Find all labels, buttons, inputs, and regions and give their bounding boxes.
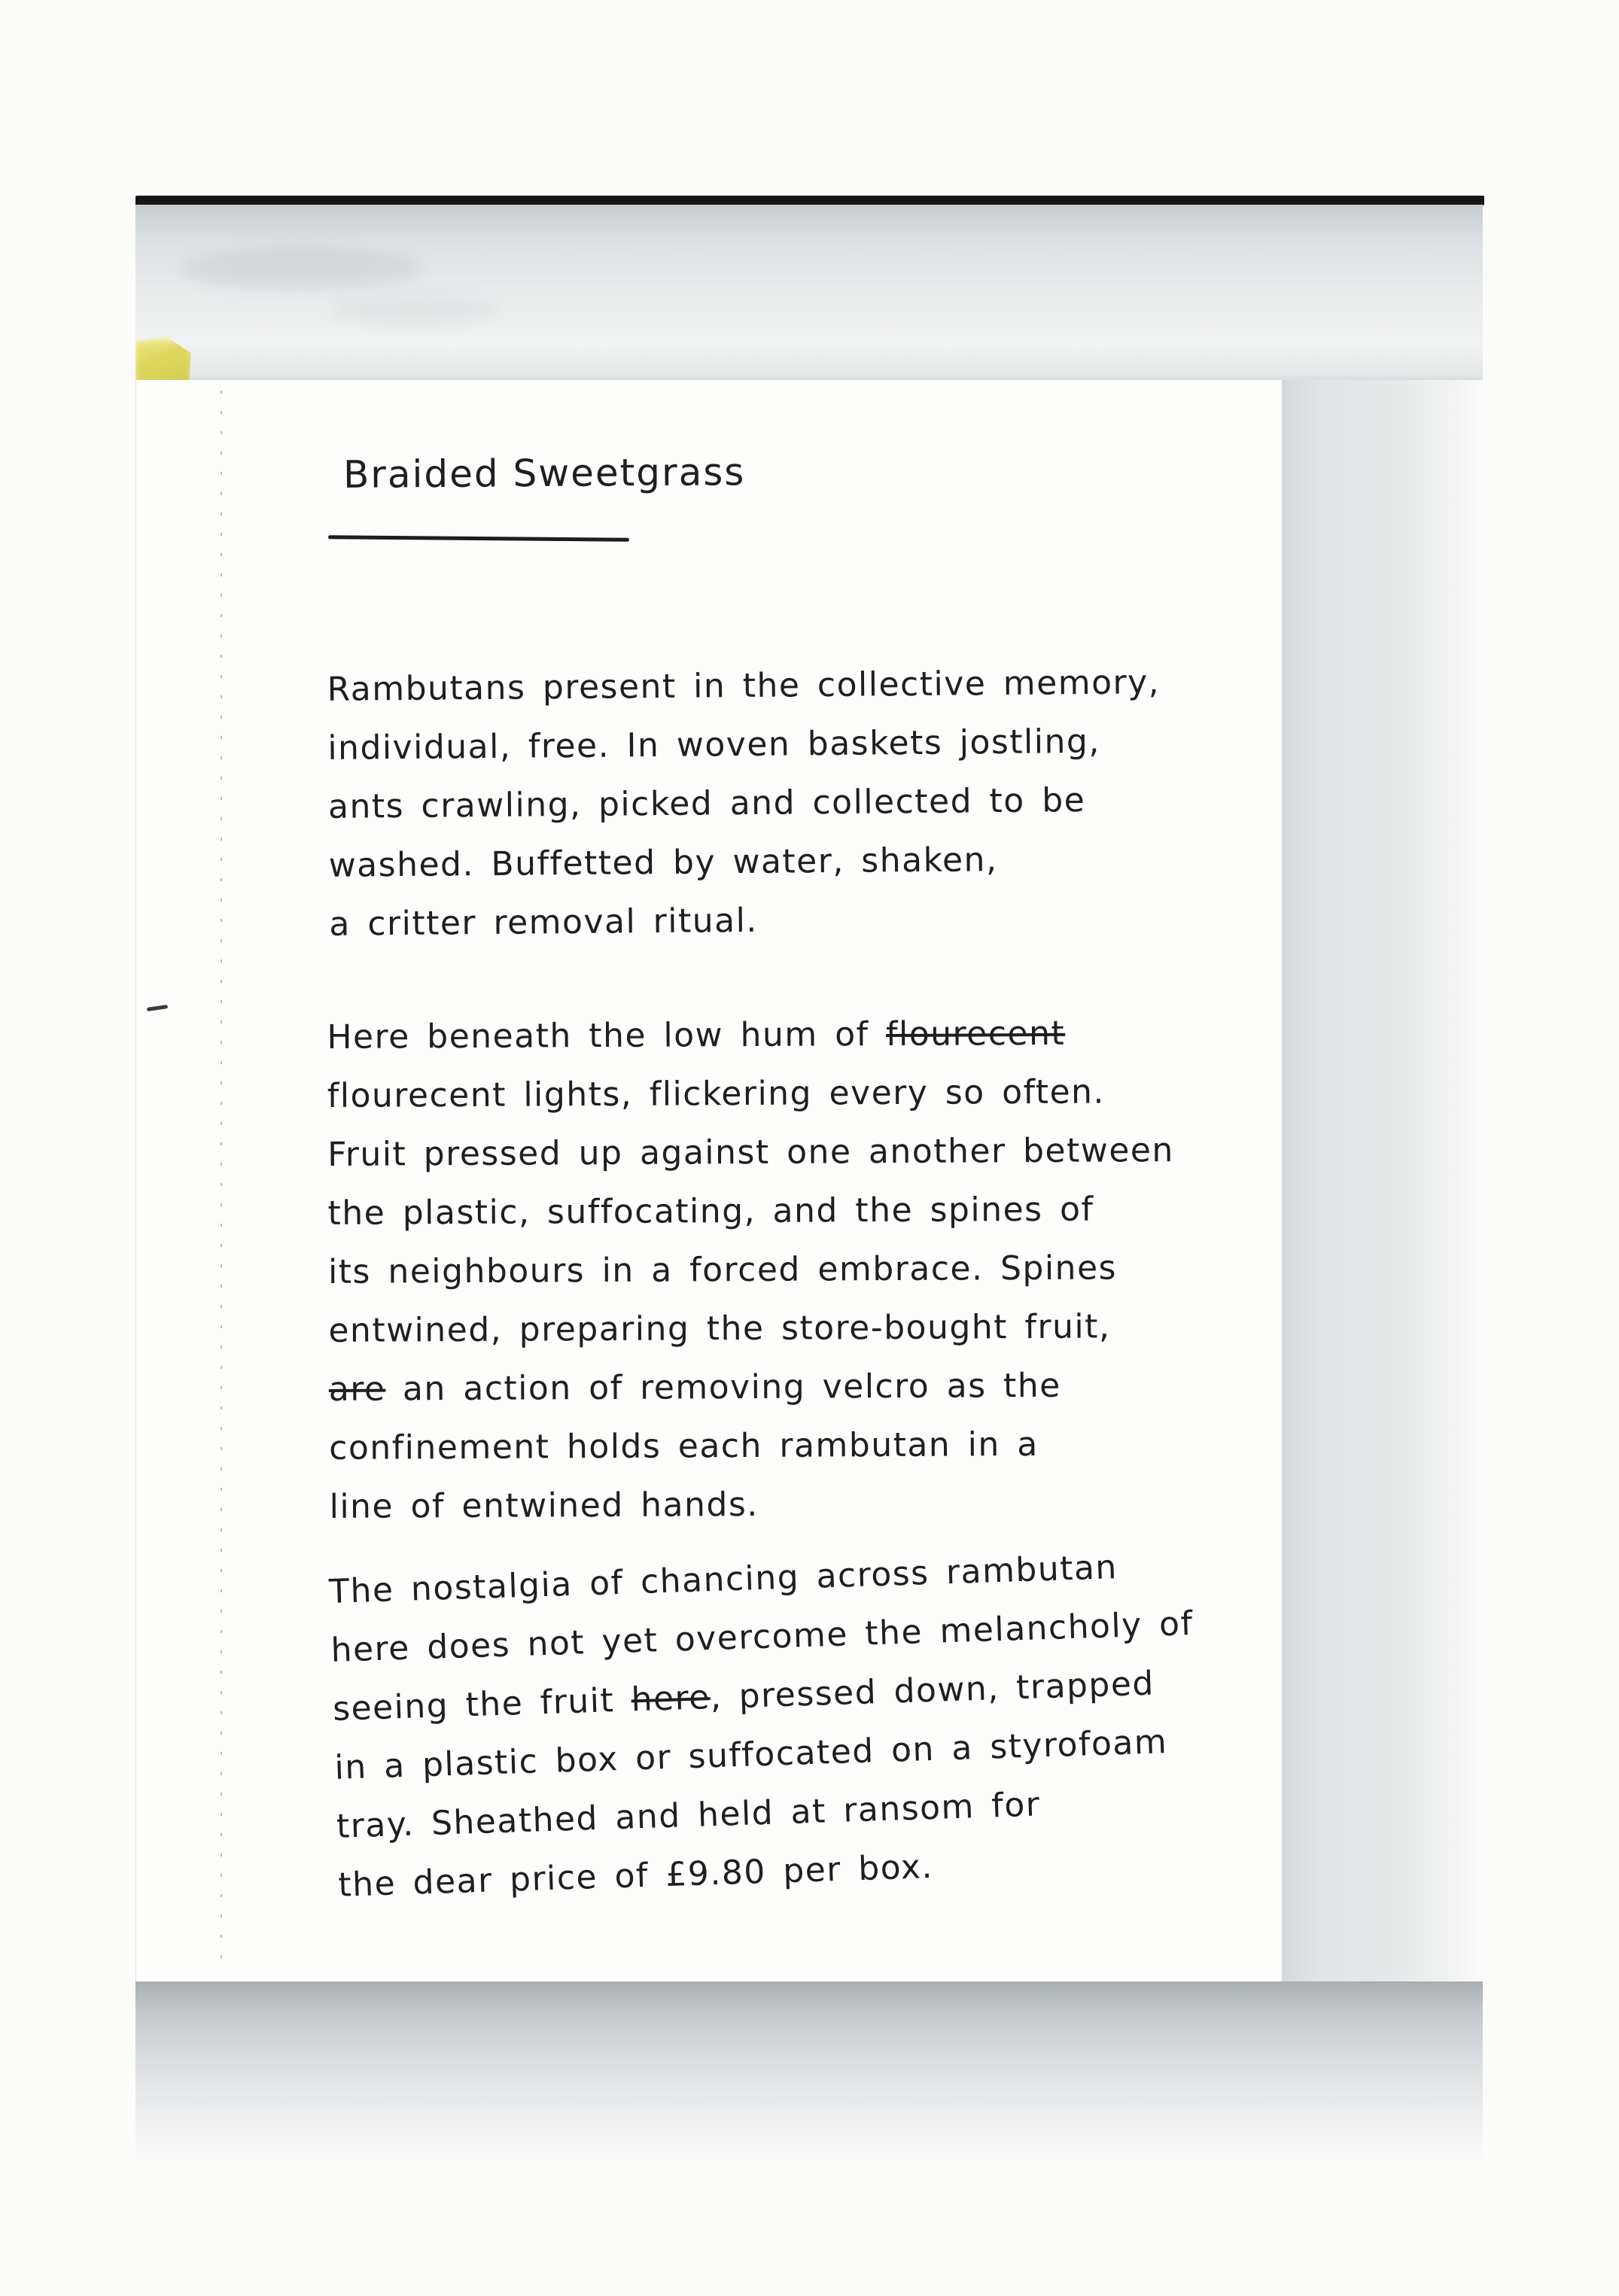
- stitch-line: [221, 391, 222, 1971]
- handwritten-text: here does not yet overcome the melancholy of: [330, 1604, 1194, 1670]
- page-bottom-shadow: [135, 1981, 1483, 2166]
- paragraph-3: [328, 1536, 1202, 1915]
- handwritten-text: tray. Sheathed and held at ransom for: [336, 1785, 1042, 1846]
- handwritten-text: an action of removing velcro as the: [385, 1366, 1061, 1409]
- handwritten-text: The nostalgia of chancing across rambutan: [328, 1548, 1118, 1611]
- handwritten-line: [329, 888, 1162, 954]
- notebook-top-pages-band: [135, 205, 1483, 381]
- scan-smudge: [331, 295, 497, 325]
- handwritten-text: , pressed down, trapped: [709, 1664, 1155, 1717]
- scan-smudge: [181, 246, 421, 291]
- page-title: Braided Sweetgrass: [342, 450, 746, 497]
- handwritten-text: Fruit pressed up against one another between: [327, 1131, 1174, 1174]
- handwritten-text: entwined, preparing the store-bought fruit,: [328, 1307, 1111, 1350]
- handwritten-text: its neighbours in a forced embrace. Spines: [327, 1248, 1118, 1291]
- handwritten-line: [327, 1180, 1174, 1243]
- handwritten-line: [328, 1239, 1175, 1302]
- pen-dash-mark: [147, 1005, 168, 1011]
- handwritten-line: [327, 1004, 1173, 1067]
- title-underline: [328, 535, 629, 541]
- handwritten-line: [329, 1473, 1176, 1537]
- handwritten-text: confinement holds each rambutan in a: [329, 1425, 1039, 1467]
- handwritten-text: Here beneath the low hum of: [327, 1015, 887, 1057]
- handwritten-text: the dear price of £9.80 per box.: [337, 1847, 934, 1905]
- handwritten-text: line of entwined hands.: [329, 1485, 759, 1526]
- handwritten-text: washed. Buffetted by water, shaken,: [328, 841, 998, 885]
- paragraph-2: [327, 1004, 1176, 1537]
- handwritten-line: [327, 1063, 1174, 1126]
- handwritten-line: [327, 712, 1161, 778]
- handwritten-text: ants crawling, picked and collected to be: [327, 781, 1086, 826]
- notebook-page: [135, 380, 1282, 1981]
- handwritten-text: Rambutans present in the collective memory,: [327, 663, 1161, 709]
- paragraph-1: [327, 653, 1162, 954]
- handwritten-text: in a plastic box or suffocated on a styrofoam: [333, 1723, 1168, 1787]
- handwritten-text: flourecent lights, flickering every so often.: [327, 1072, 1106, 1115]
- handwritten-line: [329, 1415, 1176, 1478]
- page-stack-right-edge: [1281, 380, 1483, 1981]
- handwritten-line: [328, 829, 1161, 896]
- handwritten-text: a critter removal ritual.: [329, 901, 759, 944]
- handwritten-line: [327, 653, 1160, 719]
- handwritten-text: seeing the fruit: [332, 1680, 632, 1729]
- handwritten-line: [329, 1356, 1176, 1419]
- struck-word: here: [630, 1678, 711, 1720]
- handwritten-line: [328, 1297, 1175, 1361]
- struck-word: are: [328, 1370, 386, 1409]
- struck-word: flourecent: [885, 1014, 1066, 1054]
- handwritten-line: [327, 1121, 1174, 1184]
- handwritten-text: individual, free. In woven baskets jostling,: [327, 722, 1101, 768]
- handwritten-line: [328, 771, 1161, 837]
- handwritten-text: the plastic, suffocating, and the spines of: [327, 1190, 1094, 1233]
